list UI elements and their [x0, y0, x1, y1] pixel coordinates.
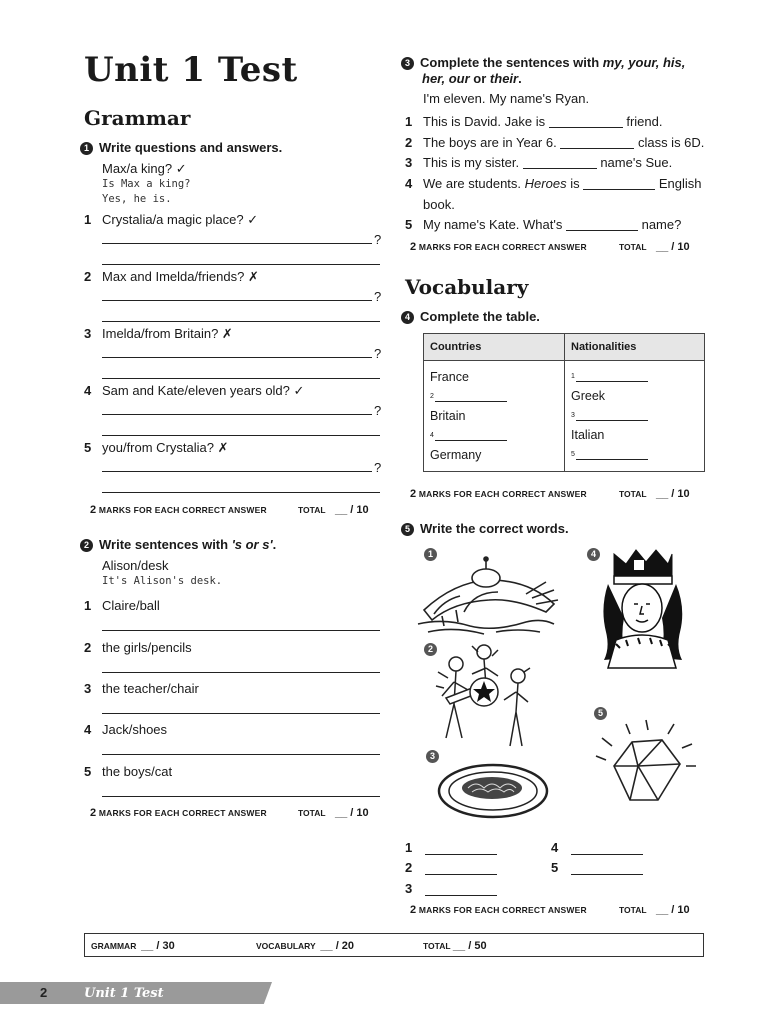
- answer-line-question[interactable]: [102, 414, 372, 415]
- item-number: 1: [84, 212, 92, 227]
- item-prompt: Sam and Kate/eleven years old? ✓: [102, 383, 305, 398]
- table-cell[interactable]: 3: [571, 406, 698, 426]
- answer-blank[interactable]: [576, 371, 648, 382]
- table-cell: Britain: [430, 408, 466, 423]
- gem-icon: [592, 716, 704, 814]
- pop-band-icon: [432, 642, 538, 750]
- answer-line[interactable]: [102, 630, 380, 631]
- question-item: [84, 212, 258, 228]
- sentence-item: [84, 681, 199, 696]
- answer-number: 1: [405, 840, 413, 855]
- exercise-2-instruction: 2 Write sentences with 's or s'.: [80, 537, 276, 552]
- question-item: [84, 326, 233, 342]
- question-mark: ?: [374, 403, 382, 418]
- exercise-2-total: TOTAL __ / 10: [298, 807, 369, 819]
- sentence-item: 1 This is David. Jake is friend.: [405, 114, 663, 129]
- grammar-heading: Grammar: [84, 106, 191, 130]
- answer-line[interactable]: [102, 754, 380, 755]
- exercise-4-instruction: 4 Complete the table.: [401, 309, 540, 324]
- marks-note: 2 MARKS FOR EACH CORRECT ANSWER: [410, 904, 587, 916]
- answer-number: 5: [551, 860, 559, 875]
- sentence-item: [84, 598, 160, 613]
- answer-blank[interactable]: [566, 220, 638, 231]
- vocabulary-heading: Vocabulary: [405, 275, 529, 299]
- exercise-3-instruction: 3 Complete the sentences with my, your, his, her, our or their.: [401, 55, 711, 87]
- item-prompt: Jack/shoes: [102, 722, 168, 737]
- answer-line[interactable]: [102, 713, 380, 714]
- answer-number: 4: [551, 840, 559, 855]
- answer-blank[interactable]: [583, 179, 655, 190]
- item-prompt: the girls/pencils: [102, 640, 192, 655]
- exercise-5-instruction: 5 Write the correct words.: [401, 521, 569, 536]
- item-prompt: Claire/ball: [102, 598, 160, 613]
- exercise-1-instruction: 1 Write questions and answers.: [80, 140, 282, 155]
- answer-line-answer[interactable]: [102, 321, 380, 322]
- question-mark: ?: [374, 289, 382, 304]
- footer-title: Unit 1 Test: [84, 986, 164, 1001]
- sentence-item: [84, 640, 192, 655]
- item-prompt: Max and Imelda/friends? ✗: [102, 269, 259, 284]
- item-prompt: you/from Crystalia? ✗: [102, 440, 229, 455]
- item-number: 5: [84, 764, 92, 779]
- question-mark: ?: [374, 460, 382, 475]
- question-mark: ?: [374, 346, 382, 361]
- page-number: 2: [40, 985, 48, 1000]
- sentence-item: 5 My name's Kate. What's name?: [405, 217, 682, 232]
- item-prompt: the boys/cat: [102, 764, 173, 779]
- answer-blank[interactable]: [576, 410, 648, 421]
- vocabulary-score: VOCABULARY __ / 20: [256, 940, 355, 952]
- picture-number: 5: [594, 707, 607, 720]
- page-title: Unit 1 Test: [84, 50, 298, 90]
- table-cell: Italian: [571, 428, 605, 443]
- item-prompt: Crystalia/a magic place? ✓: [102, 212, 259, 227]
- exercise-5-total: TOTAL __ / 10: [619, 904, 690, 916]
- question-item: [84, 440, 228, 456]
- example-prompt: Max/a king? ✓: [102, 161, 187, 176]
- sentence-item: [84, 722, 167, 737]
- example-answer: Yes, he is.: [102, 193, 172, 205]
- answer-line-question[interactable]: [102, 357, 372, 358]
- column-header-countries: Countries: [424, 334, 565, 361]
- item-number: 2: [84, 269, 92, 284]
- example-sentence: I'm eleven. My name's Ryan.: [423, 91, 590, 106]
- example-prompt: Alison/desk: [102, 558, 169, 573]
- countries-table: [423, 333, 705, 472]
- spaghetti-plate-icon: [436, 762, 550, 820]
- item-number: 4: [84, 383, 92, 398]
- table-cell: Germany: [430, 447, 482, 462]
- item-prompt: Imelda/from Britain? ✗: [102, 326, 233, 341]
- answer-line[interactable]: [425, 895, 497, 896]
- answer-blank[interactable]: [435, 391, 507, 402]
- picture-number: 2: [424, 643, 437, 656]
- item-prompt: the teacher/chair: [102, 681, 199, 696]
- table-cell[interactable]: 4: [430, 426, 558, 446]
- answer-line-answer[interactable]: [102, 264, 380, 265]
- sentence-item: 3 This is my sister. name's Sue.: [405, 155, 673, 170]
- exercise-4-total: TOTAL __ / 10: [619, 488, 690, 500]
- picture-number: 1: [424, 548, 437, 561]
- item-number: 3: [84, 326, 92, 341]
- picture-number: 3: [426, 750, 439, 763]
- answer-line[interactable]: [425, 854, 497, 855]
- example-question: Is Max a king?: [102, 178, 191, 190]
- answer-line[interactable]: [102, 672, 380, 673]
- item-number: 2: [405, 135, 413, 150]
- answer-blank[interactable]: [435, 430, 507, 441]
- answer-blank[interactable]: [549, 117, 623, 128]
- total-score: TOTAL __ / 50: [423, 940, 487, 952]
- item-number: 5: [405, 217, 413, 232]
- answer-blank[interactable]: [560, 138, 634, 149]
- marks-note: 2 MARKS FOR EACH CORRECT ANSWER: [90, 504, 267, 516]
- sentence-item: [84, 764, 172, 779]
- question-item: [84, 269, 259, 285]
- item-number: 4: [405, 176, 413, 191]
- answer-number: 2: [405, 860, 413, 875]
- answer-line-answer[interactable]: [102, 435, 380, 436]
- nationalities-column: [565, 361, 705, 472]
- table-cell: France: [430, 369, 469, 384]
- item-number: 3: [405, 155, 413, 170]
- item-number: 4: [84, 722, 92, 737]
- answer-line-question[interactable]: [102, 243, 372, 244]
- exercise-1-total: TOTAL __ / 10: [298, 504, 369, 516]
- grammar-score: GRAMMAR __ / 30: [91, 940, 175, 952]
- item-number: 3: [84, 681, 92, 696]
- marks-note: 2 MARKS FOR EACH CORRECT ANSWER: [90, 807, 267, 819]
- exercise-3-total: TOTAL __ / 10: [619, 241, 690, 253]
- table-cell[interactable]: 2: [430, 387, 558, 407]
- question-mark: ?: [374, 232, 382, 247]
- column-header-nationalities: Nationalities: [565, 334, 705, 361]
- answer-line-answer[interactable]: [102, 378, 380, 379]
- question-item: [84, 383, 304, 399]
- answer-line-question[interactable]: [102, 300, 372, 301]
- answer-line-question[interactable]: [102, 471, 372, 472]
- answer-line-answer[interactable]: [102, 492, 380, 493]
- answer-line[interactable]: [571, 874, 643, 875]
- table-cell[interactable]: 5: [571, 445, 698, 465]
- countries-column: [424, 361, 565, 472]
- spaceship-icon: [414, 552, 560, 638]
- answer-number: 3: [405, 881, 413, 896]
- picture-number: 4: [587, 548, 600, 561]
- marks-note: 2 MARKS FOR EACH CORRECT ANSWER: [410, 241, 587, 253]
- king-icon: [596, 548, 688, 670]
- answer-line[interactable]: [425, 874, 497, 875]
- item-number: 5: [84, 440, 92, 455]
- answer-blank[interactable]: [576, 449, 648, 460]
- table-cell: Greek: [571, 389, 606, 404]
- score-summary-box: [84, 933, 704, 957]
- sentence-item: 4 We are students. Heroes is English: [405, 176, 702, 191]
- example-answer: It's Alison's desk.: [102, 575, 223, 587]
- sentence-item: 2 The boys are in Year 6. class is 6D.: [405, 135, 705, 150]
- item-number: 1: [405, 114, 413, 129]
- marks-note: 2 MARKS FOR EACH CORRECT ANSWER: [410, 488, 587, 500]
- item-number: 1: [84, 598, 92, 613]
- table-cell[interactable]: 1: [571, 367, 698, 387]
- answer-blank[interactable]: [523, 158, 597, 169]
- exercise-number: 1: [80, 142, 93, 155]
- item-4-continuation: book.: [423, 197, 455, 212]
- answer-line[interactable]: [571, 854, 643, 855]
- item-number: 2: [84, 640, 92, 655]
- answer-line[interactable]: [102, 796, 380, 797]
